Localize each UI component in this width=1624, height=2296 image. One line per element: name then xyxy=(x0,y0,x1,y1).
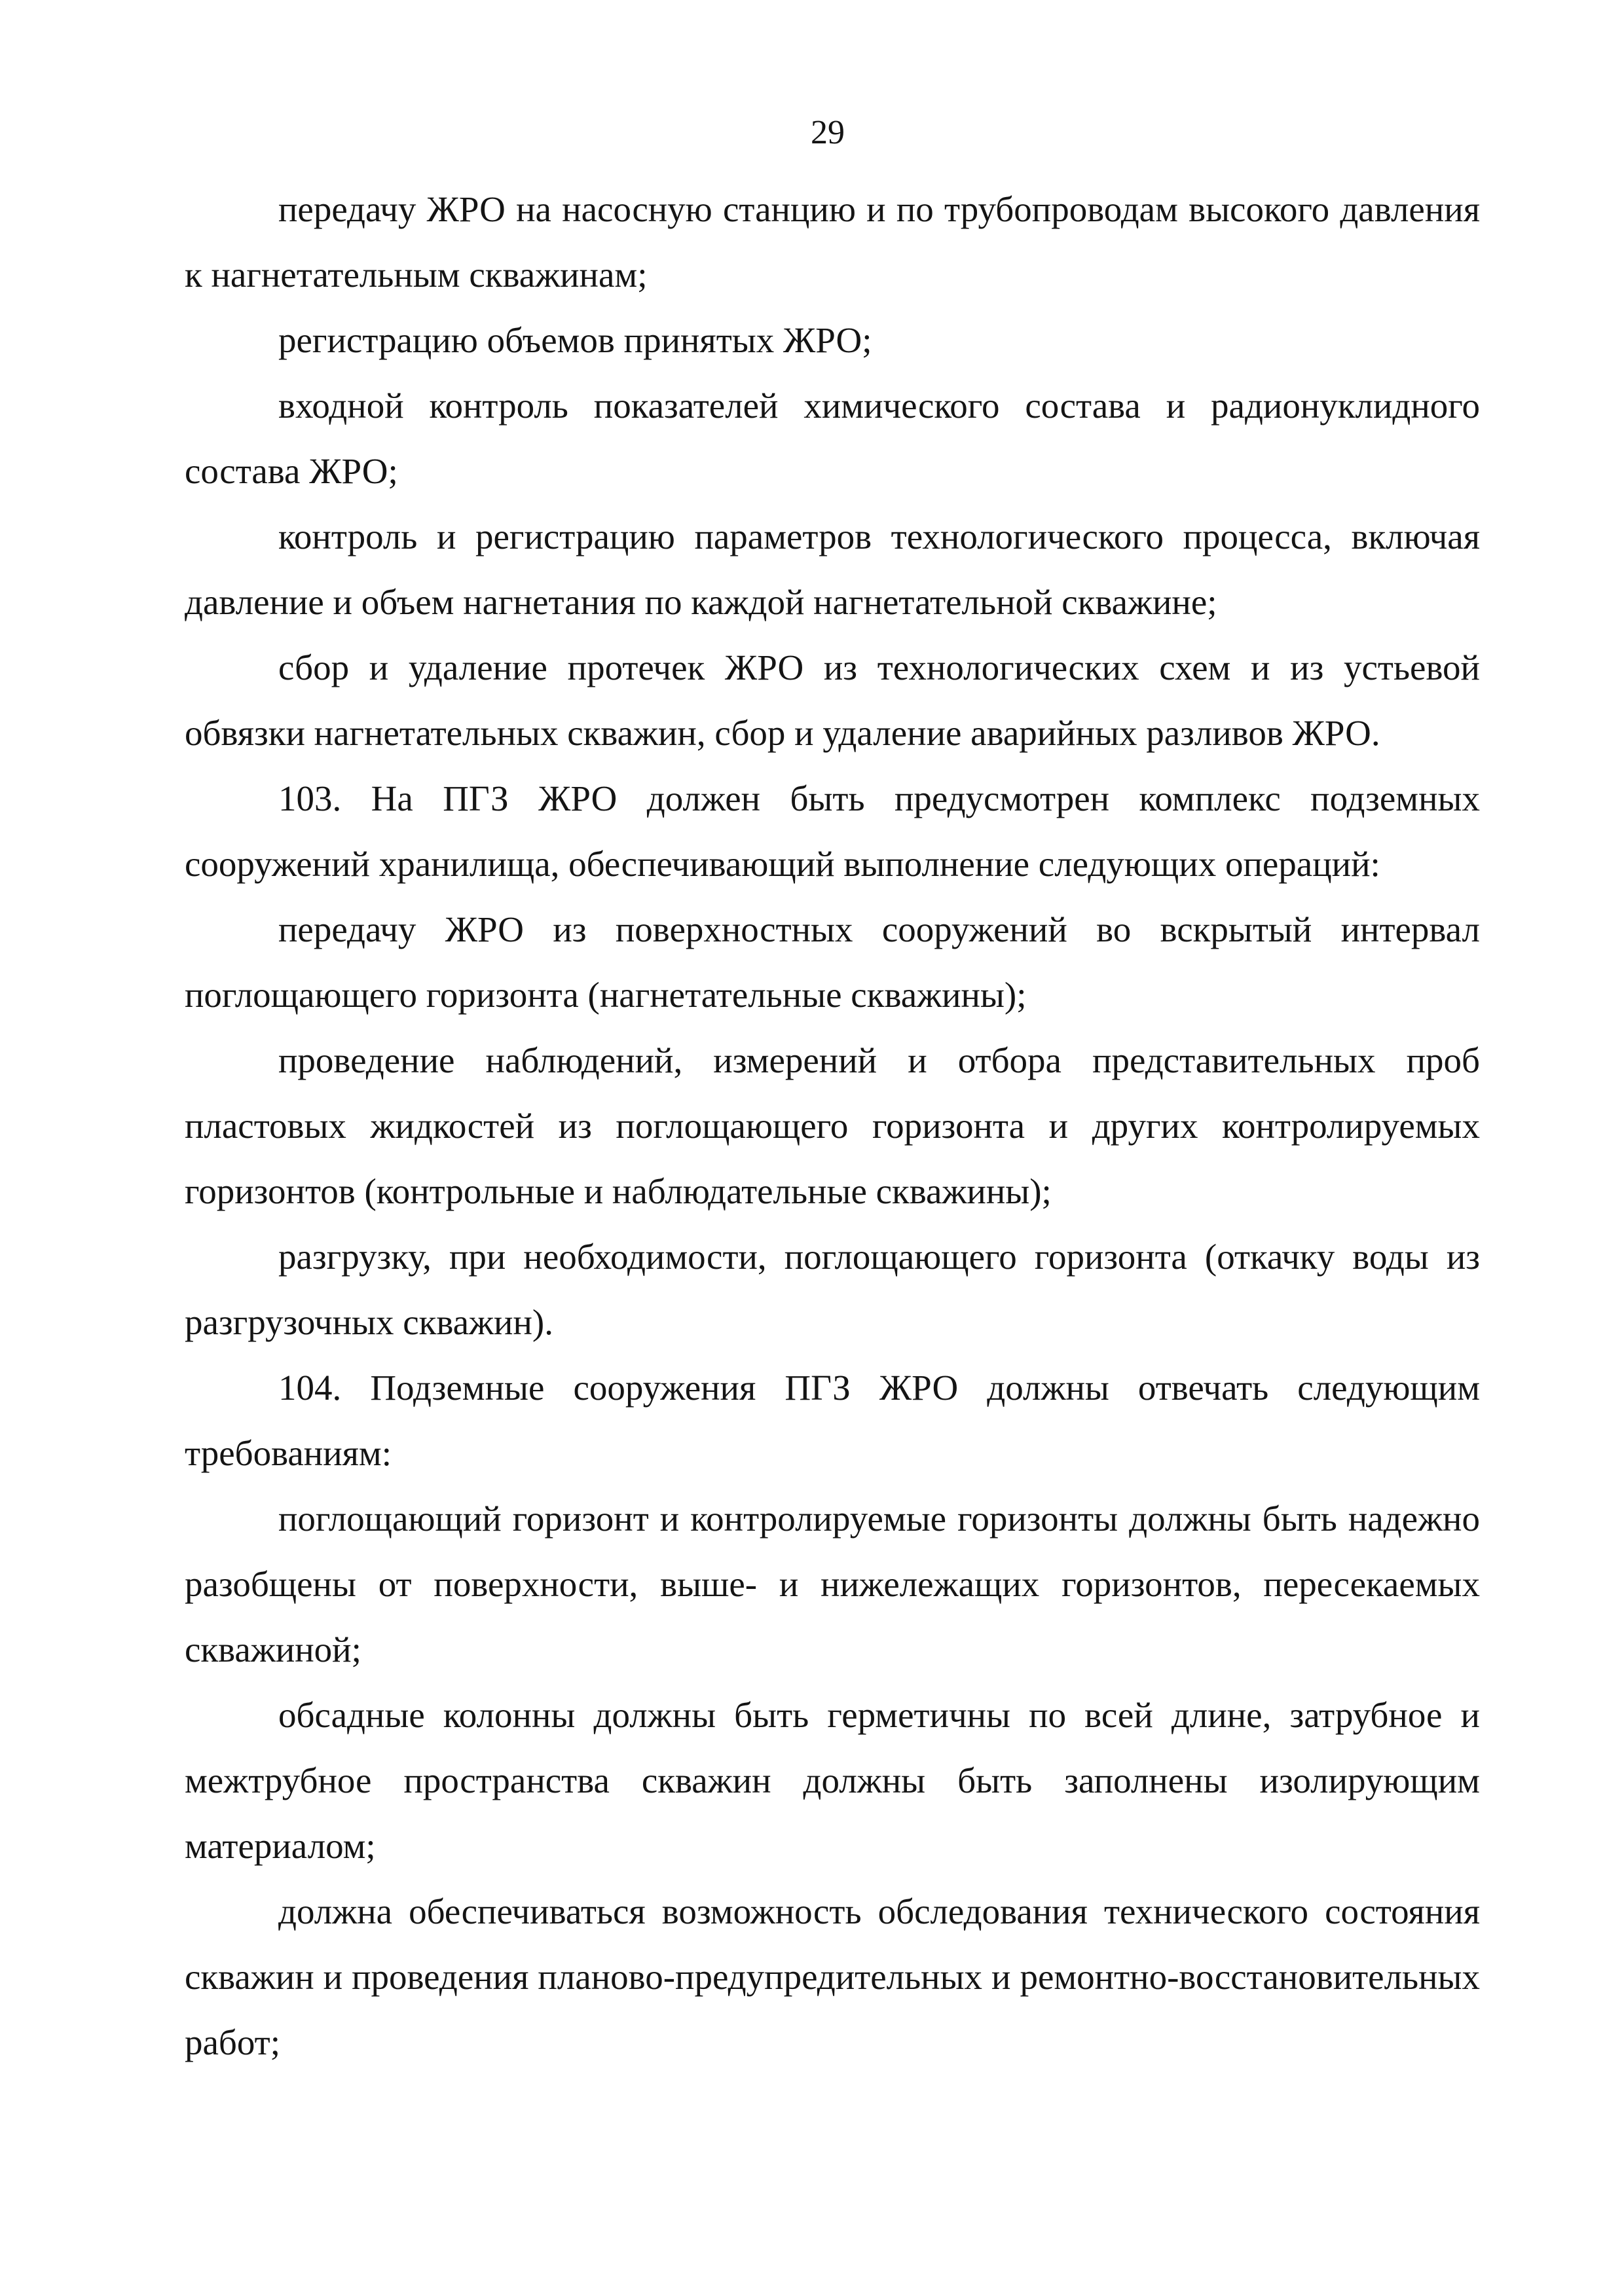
paragraph-item-104: 104. Подземные сооружения ПГЗ ЖРО должны отвечать следующим требованиям: xyxy=(185,1368,1480,1473)
paragraph-item-103: 103. На ПГЗ ЖРО должен быть предусмотрен комплекс подземных сооружений хранилища, обеспечивающий выполнение следующих операций: xyxy=(185,778,1480,884)
paragraph-horizon-isolation: поглощающий горизонт и контролируемые горизонты должны быть надежно разобщены от поверхности, выше- и нижележащих горизонтов, пересекаемых скважиной; xyxy=(185,1499,1480,1669)
paragraph-volume-registration: регистрацию объемов принятых ЖРО; xyxy=(278,320,872,360)
paragraph-observations-sampling: проведение наблюдений, измерений и отбора представительных проб пластовых жидкостей из поглощающего горизонта и других контролируемых горизонтов (контрольные и наблюдательные скважины); xyxy=(185,1040,1480,1211)
page-number: 29 xyxy=(811,114,845,151)
document-body xyxy=(185,177,1480,2075)
paragraph-transfer-to-horizon: передачу ЖРО из поверхностных сооружений во вскрытый интервал поглощающего горизонта (нагнетательные скважины); xyxy=(185,909,1480,1015)
paragraph-process-parameter-control: контроль и регистрацию параметров технологического процесса, включая давление и объем нагнетания по каждой нагнетательной скважине; xyxy=(185,517,1480,622)
paragraph-transfer-to-pump-station: передачу ЖРО на насосную станцию и по трубопроводам высокого давления к нагнетательным скважинам; xyxy=(185,189,1480,295)
paragraph-input-control: входной контроль показателей химического состава и радионуклидного состава ЖРО; xyxy=(185,386,1480,491)
paragraph-well-inspection: должна обеспечиваться возможность обследования технического состояния скважин и проведения планово-предупредительных и ремонтно-восстановительных работ; xyxy=(185,1891,1480,2062)
paragraph-casing-sealing: обсадные колонны должны быть герметичны по всей длине, затрубное и межтрубное пространства скважин должны быть заполнены изолирующим материалом; xyxy=(185,1695,1480,1866)
paragraph-leak-collection: сбор и удаление протечек ЖРО из технологических схем и из устьевой обвязки нагнетательных скважин, сбор и удаление аварийных разливов ЖРО. xyxy=(185,647,1480,753)
paragraph-horizon-unloading: разгрузку, при необходимости, поглощающего горизонта (откачку воды из разгрузочных скважин). xyxy=(185,1237,1480,1342)
